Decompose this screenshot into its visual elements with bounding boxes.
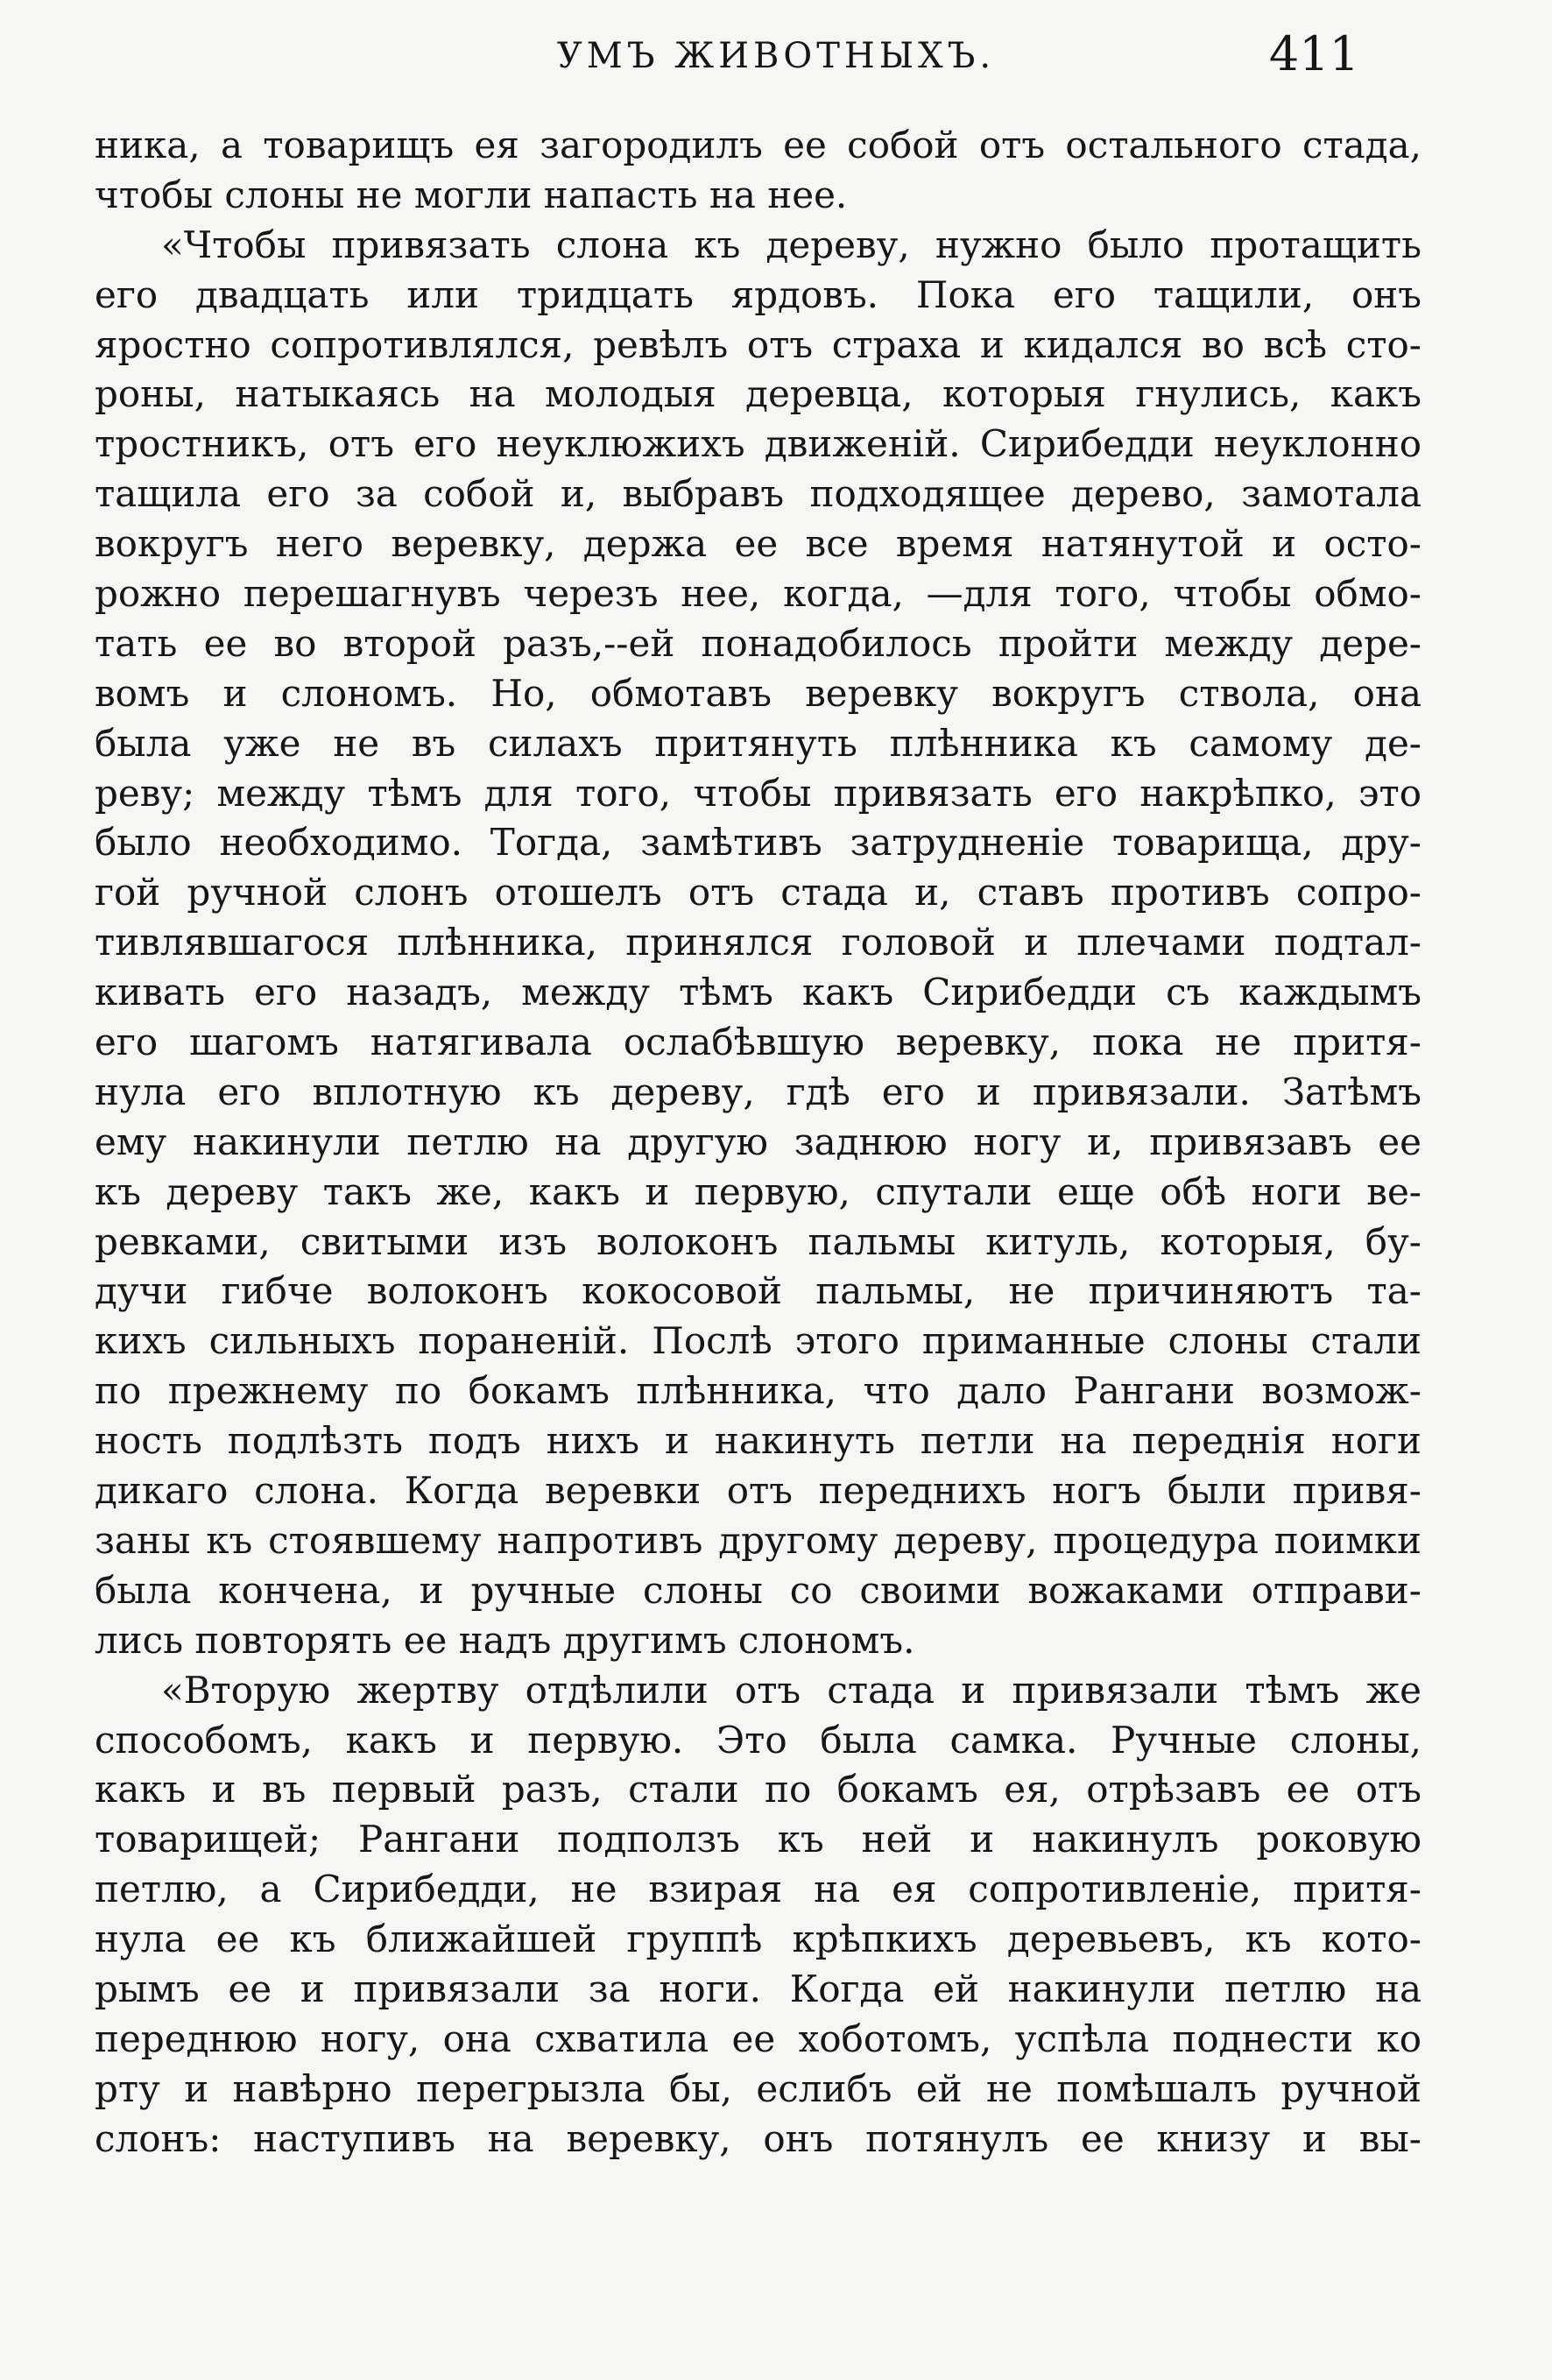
- text-line: по прежнему по бокамъ плѣнника, что дало Рангани возмож-: [95, 1369, 1421, 1413]
- text-line: его шагомъ натягивала ослабѣвшую веревку, пока не притя-: [95, 1021, 1421, 1064]
- text-line: гой ручной слонъ отошелъ отъ стада и, ставъ противъ сопро-: [95, 871, 1421, 915]
- text-line: слонъ: наступивъ на веревку, онъ потянулъ ее книзу и вы-: [95, 2116, 1421, 2160]
- text-line: дикаго слона. Когда веревки отъ переднихъ ногъ были привя-: [95, 1469, 1421, 1513]
- text-line: вомъ и слономъ. Но, обмотавъ веревку вокругъ ствола, она: [95, 671, 1421, 715]
- text-line: его двадцать или тридцать ярдовъ. Пока его тащили, онъ: [95, 272, 1421, 316]
- text-line: товарищей; Рангани подползъ къ ней и накинулъ роковую: [95, 1818, 1421, 1861]
- text-line: чтобы слоны не могли напасть на нее.: [95, 173, 848, 216]
- text-line: ность подлѣзть подъ нихъ и накинуть петли на переднія ноги: [95, 1419, 1421, 1463]
- text-line: рожно перешагнувъ черезъ нее, когда, —для того, чтобы обмо-: [95, 572, 1421, 616]
- text-line: рымъ ее и привязали за ноги. Когда ей накинули петлю на: [95, 1967, 1421, 2010]
- text-line: петлю, а Сирибедди, не взирая на ея сопротивленіе, притя-: [95, 1868, 1421, 1911]
- text-line: тростникъ, отъ его неуклюжихъ движеній. Сирибедди неуклонно: [95, 422, 1421, 466]
- text-line: рту и навѣрно перегрызла бы, еслибъ ей не помѣшалъ ручной: [95, 2066, 1421, 2110]
- text-line: какъ и въ первый разъ, стали по бокамъ ея, отрѣзавъ ее отъ: [95, 1768, 1421, 1811]
- text-line: кивать его назадъ, между тѣмъ какъ Сирибедди съ каждымъ: [95, 971, 1421, 1014]
- page-number: 411: [1268, 26, 1359, 81]
- text-line: нула его вплотную къ дереву, гдѣ его и привязали. Затѣмъ: [95, 1070, 1421, 1113]
- text-line: вокругъ него веревку, держа ее все время натянутой и осто-: [95, 522, 1421, 566]
- text-line: тать ее во второй разъ,--ей понадобилось пройти между дере-: [95, 621, 1421, 665]
- text-line: кихъ сильныхъ пораненій. Послѣ этого приманные слоны стали: [95, 1319, 1421, 1363]
- running-title: УМЪ ЖИВОТНЫХЪ.: [556, 36, 996, 76]
- text-line: переднюю ногу, она схватила ее хоботомъ, успѣла поднести ко: [95, 2016, 1421, 2060]
- text-line: было необходимо. Тогда, замѣтивъ затрудненіе товарища, дру-: [95, 821, 1421, 865]
- text-line: роны, натыкаясь на молодыя деревца, которыя гнулись, какъ: [95, 372, 1421, 416]
- text-line: «Чтобы привязать слона къ дереву, нужно было протащить: [161, 222, 1421, 266]
- text-line: ника, а товарищъ ея загородилъ ее собой отъ остального стада,: [95, 124, 1421, 166]
- text-line: лись повторять ее надъ другимъ слономъ.: [95, 1618, 915, 1662]
- text-line: нула ее къ ближайшей группѣ крѣпкихъ деревьевъ, къ кото-: [95, 1917, 1421, 1961]
- text-line: яростно сопротивлялся, ревѣлъ отъ страха и кидался во всѣ сто-: [95, 322, 1421, 366]
- text-line: дучи гибче волоконъ кокосовой пальмы, не причиняютъ та-: [95, 1269, 1421, 1313]
- text-line: тащила его за собой и, выбравъ подходящее дерево, замотала: [95, 472, 1421, 516]
- text-line: была уже не въ силахъ притянуть плѣнника къ самому де-: [95, 721, 1421, 765]
- running-header: [0, 26, 1552, 82]
- text-line: ревками, свитыми изъ волоконъ пальмы китуль, которыя, бу-: [95, 1219, 1421, 1263]
- text-line: способомъ, какъ и первую. Это была самка. Ручные слоны,: [95, 1718, 1421, 1762]
- text-line: была кончена, и ручные слоны со своими вожаками отправи-: [95, 1568, 1421, 1612]
- body-text: [95, 121, 1421, 2165]
- text-line: заны къ стоявшему напротивъ другому дереву, процедура поимки: [95, 1518, 1421, 1562]
- text-line: ему накинули петлю на другую заднюю ногу и, привязавъ ее: [95, 1119, 1421, 1163]
- text-line: къ дереву такъ же, какъ и первую, спутали еще обѣ ноги ве-: [95, 1169, 1421, 1213]
- text-line: тивлявшагося плѣнника, принялся головой и плечами подтал-: [95, 921, 1421, 964]
- text-line: реву; между тѣмъ для того, чтобы привязать его накрѣпко, это: [95, 771, 1421, 815]
- text-line: «Вторую жертву отдѣлили отъ стада и привязали тѣмъ же: [161, 1668, 1421, 1712]
